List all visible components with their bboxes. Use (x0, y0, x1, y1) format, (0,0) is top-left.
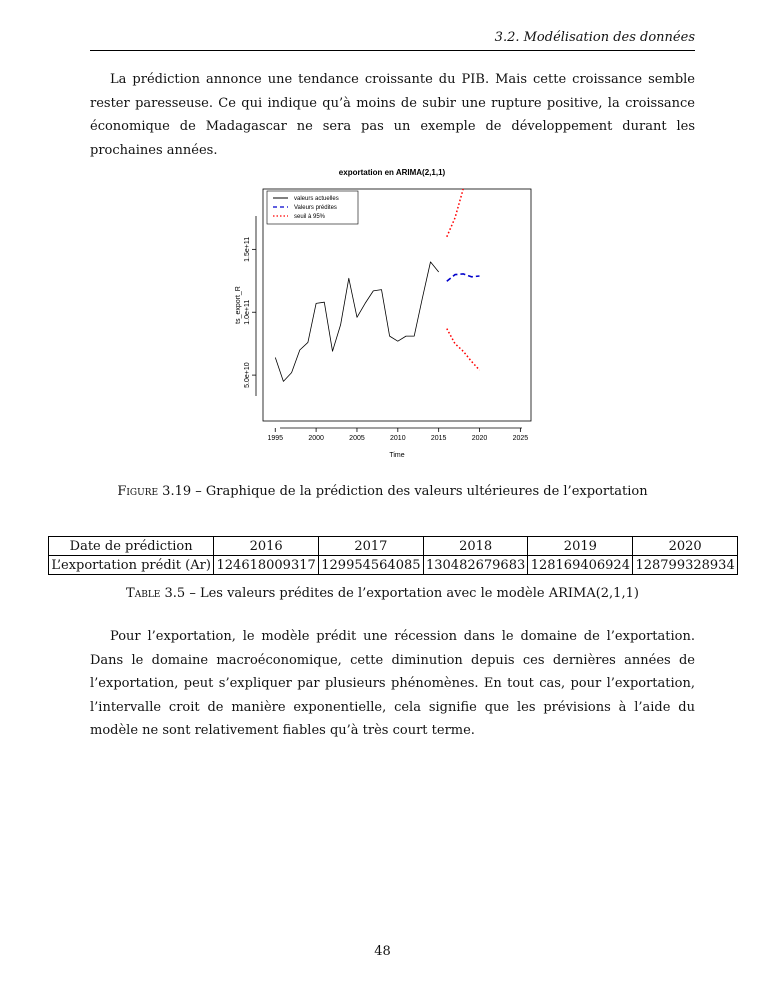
table-cell: 130482679683 (423, 556, 528, 575)
chart-svg (225, 160, 540, 465)
running-head-title: 3.2. Modélisation des données (494, 30, 695, 45)
y-tick-group (244, 237, 256, 388)
table-cell: 124618009317 (214, 556, 319, 575)
x-tick-label: 2005 (349, 435, 365, 442)
table-cell: 2019 (528, 537, 633, 556)
chart-container (225, 160, 540, 465)
table-cell: 2016 (214, 537, 319, 556)
x-tick-label: 2025 (512, 435, 529, 442)
x-tick-label: 1995 (267, 435, 284, 442)
table-cell: L’exportation prédit (Ar) (49, 556, 214, 575)
running-head (90, 30, 695, 51)
legend-label-predicted: Valeurs prédites (294, 205, 337, 211)
chart-title: exportation en ARIMA(2,1,1) (338, 168, 446, 177)
figure-caption-text: – Graphique de la prédiction des valeurs ultérieures de l’exportation (191, 484, 648, 499)
figure-caption (0, 484, 765, 499)
series-line-upper-bound (447, 189, 463, 237)
table-cell: 2018 (423, 537, 528, 556)
x-tick-label: 2020 (471, 435, 488, 442)
table-caption (0, 586, 765, 601)
figure-label: Figure 3.19 (117, 484, 192, 499)
x-tick-label: 2000 (308, 435, 324, 442)
table-label: Table 3.5 (126, 586, 186, 601)
x-axis-label: Time (389, 452, 405, 459)
y-axis-label: ts_export_R (235, 286, 242, 324)
table-cell: Date de prédiction (49, 537, 214, 556)
table-row (49, 556, 738, 575)
series-line-lower-bound (447, 329, 480, 371)
table-cell: 2017 (319, 537, 424, 556)
x-tick-label: 2010 (390, 435, 406, 442)
table-caption-text: – Les valeurs prédites de l’exportation avec le modèle ARIMA(2,1,1) (185, 586, 639, 601)
table-cell: 128169406924 (528, 556, 633, 575)
paragraph-intro: La prédiction annonce une tendance croissante du PIB. Mais cette croissance semble rester paresseuse. Ce qui indique qu’à moins de subir une rupture positive, la croissance économique de Madagascar ne sera pas un exemple de développement durant les prochaines années. (90, 72, 695, 158)
series-line-predicted (447, 274, 480, 281)
x-tick-label: 2015 (430, 435, 447, 442)
table-cell: 129954564085 (319, 556, 424, 575)
paragraph-analysis: Pour l’exportation, le modèle prédit une récession dans le domaine de l’exportation. Dans le domaine macroéconomique, cette diminution depuis ces dernières années de l’exportation, peut s’expliquer par plusieurs phénomènes. En tout cas, pour l’exportation, l’intervalle croit de manière exponentielle, cela signifie que les prévisions à l’aide du modèle ne sont relativement fiables qu’à très court terme. (90, 629, 695, 738)
y-tick-label: 1.0e+11 (244, 299, 251, 325)
y-tick-label: 1.5e+11 (244, 236, 251, 262)
prediction-table (48, 536, 738, 575)
table-header-row (49, 537, 738, 556)
legend-label-actual: valeurs actuelles (294, 196, 339, 202)
y-tick-label: 5.0e+10 (244, 362, 251, 388)
series-line-actual (275, 262, 438, 382)
legend (267, 191, 358, 224)
legend-label-threshold: seuil à 95% (294, 214, 326, 220)
table-cell: 128799328934 (633, 556, 738, 575)
table-cell: 2020 (633, 537, 738, 556)
x-tick-group (267, 428, 528, 442)
page-number: 48 (374, 944, 391, 959)
